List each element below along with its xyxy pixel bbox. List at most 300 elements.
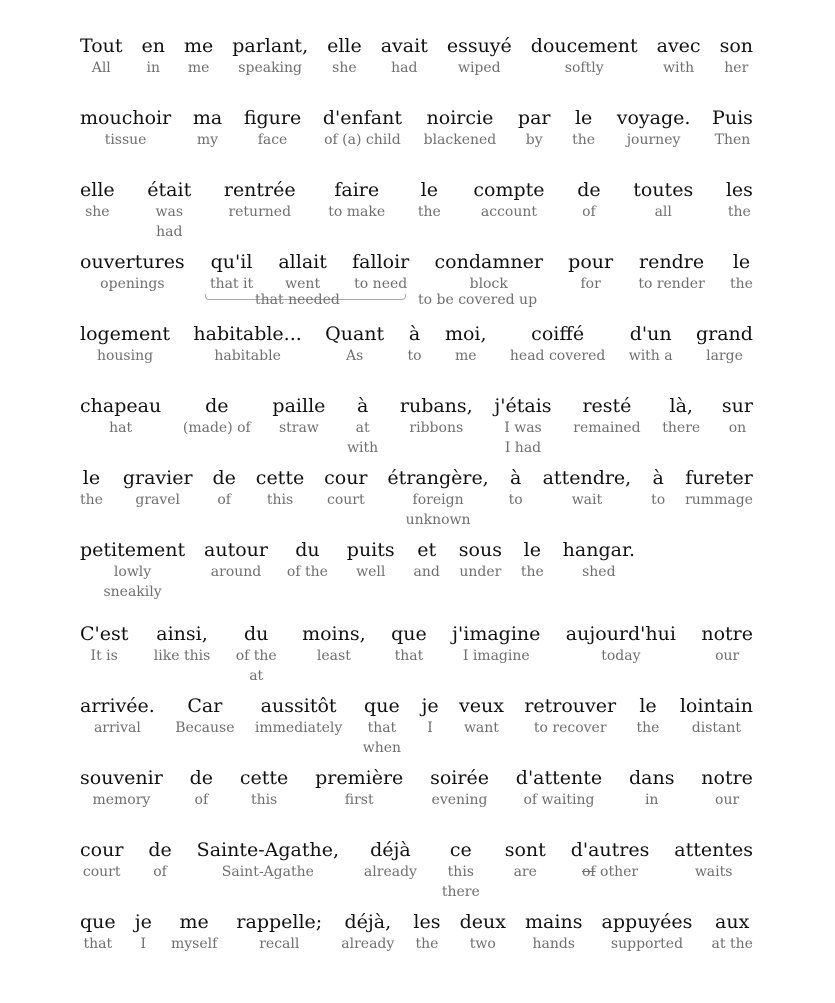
english-gloss: the bbox=[727, 204, 751, 220]
word-pair bbox=[563, 538, 635, 582]
word-pair bbox=[524, 694, 616, 738]
french-word: falloir bbox=[352, 251, 410, 273]
french-word: avec bbox=[656, 35, 701, 57]
french-word: rentrée bbox=[223, 179, 296, 201]
french-word: de bbox=[212, 467, 236, 489]
word-pair bbox=[617, 106, 691, 150]
word-pair bbox=[685, 466, 753, 510]
word-pair bbox=[364, 838, 417, 882]
french-word: sont bbox=[504, 839, 546, 861]
english-gloss: to recover bbox=[533, 720, 607, 736]
word-pair bbox=[525, 910, 582, 954]
word-pair bbox=[445, 322, 487, 366]
english-gloss bbox=[582, 862, 638, 882]
english-gloss: on bbox=[728, 420, 747, 436]
french-word: elle bbox=[80, 179, 115, 201]
word-pair bbox=[701, 622, 753, 666]
english-gloss: ribbons bbox=[409, 420, 464, 436]
french-word: je bbox=[134, 911, 152, 933]
french-word: toutes bbox=[633, 179, 694, 201]
word-pair bbox=[722, 394, 753, 438]
word-pair bbox=[232, 34, 308, 78]
french-word: cour bbox=[324, 467, 368, 489]
french-word: attentes bbox=[674, 839, 753, 861]
word-pair bbox=[80, 622, 128, 666]
french-word: première bbox=[315, 767, 404, 789]
word-pair bbox=[347, 394, 378, 458]
text-line bbox=[80, 466, 753, 530]
word-pair bbox=[521, 538, 544, 582]
english-gloss: immediately bbox=[254, 720, 343, 736]
english-gloss: I bbox=[427, 720, 433, 736]
text-line bbox=[80, 910, 753, 954]
english-gloss: that it bbox=[209, 276, 254, 292]
text-line bbox=[80, 694, 753, 758]
word-pair bbox=[278, 250, 327, 294]
french-word: le bbox=[523, 539, 541, 561]
english-gloss: two bbox=[469, 936, 496, 952]
word-pair bbox=[80, 322, 170, 366]
text-line bbox=[80, 838, 753, 902]
english-gloss: tissue bbox=[104, 132, 147, 148]
english-gloss: the bbox=[415, 936, 439, 952]
english-gloss: I imagine bbox=[462, 648, 530, 664]
english-gloss: well bbox=[356, 564, 386, 580]
english-gloss: there bbox=[662, 420, 701, 436]
english-gloss: foreign bbox=[412, 492, 464, 508]
word-pair bbox=[602, 910, 693, 954]
french-word: coiffé bbox=[531, 323, 585, 345]
word-pair bbox=[566, 622, 676, 666]
english-gloss: housing bbox=[96, 348, 154, 364]
french-word: allait bbox=[278, 251, 327, 273]
english-gloss: arrival bbox=[93, 720, 141, 736]
english-gloss: at the bbox=[711, 936, 753, 952]
english-gloss: rummage bbox=[685, 492, 753, 508]
english-gloss-alt: with bbox=[347, 440, 379, 456]
english-gloss: evening bbox=[431, 792, 488, 808]
word-pair bbox=[341, 910, 394, 954]
french-word: notre bbox=[701, 767, 753, 789]
french-word: ouvertures bbox=[80, 251, 185, 273]
english-gloss: by bbox=[525, 132, 543, 148]
french-word: cette bbox=[239, 767, 289, 789]
french-word: que bbox=[80, 911, 116, 933]
french-word: à bbox=[510, 467, 522, 489]
word-pair bbox=[577, 178, 600, 222]
word-pair bbox=[531, 34, 638, 78]
word-pair bbox=[135, 910, 152, 954]
french-word: en bbox=[141, 35, 165, 57]
french-word: resté bbox=[582, 395, 632, 417]
word-pair bbox=[80, 838, 123, 882]
english-gloss: my bbox=[196, 132, 219, 148]
word-pair bbox=[240, 766, 288, 810]
french-word: C'est bbox=[80, 623, 129, 645]
english-gloss-text: other bbox=[595, 864, 639, 880]
word-pair bbox=[680, 694, 753, 738]
french-word: rubans, bbox=[399, 395, 473, 417]
english-gloss: gravel bbox=[135, 492, 181, 508]
french-word: le bbox=[82, 467, 101, 489]
english-gloss: to bbox=[508, 492, 523, 508]
word-pair bbox=[123, 466, 193, 510]
word-pair bbox=[413, 910, 440, 954]
word-pair bbox=[629, 322, 673, 366]
word-pair bbox=[494, 394, 551, 458]
word-pair bbox=[148, 838, 171, 882]
english-gloss: to render bbox=[638, 276, 705, 292]
english-gloss-alt: unknown bbox=[405, 512, 471, 528]
word-pair bbox=[190, 766, 213, 810]
french-word: le bbox=[574, 107, 593, 129]
french-word: le bbox=[732, 251, 751, 273]
word-pair bbox=[447, 34, 512, 78]
english-gloss: under bbox=[459, 564, 502, 580]
french-word: grand bbox=[695, 323, 753, 345]
english-gloss: block bbox=[469, 276, 508, 292]
english-gloss: she bbox=[332, 60, 357, 76]
english-gloss: distant bbox=[691, 720, 742, 736]
french-word: ce bbox=[449, 839, 472, 861]
french-word: ainsi, bbox=[156, 623, 208, 645]
french-word: gravier bbox=[122, 467, 193, 489]
word-pair bbox=[408, 322, 422, 366]
word-pair bbox=[459, 694, 504, 738]
word-pair bbox=[633, 178, 693, 222]
french-word: petitement bbox=[80, 539, 186, 561]
word-pair bbox=[324, 466, 367, 510]
word-pair bbox=[442, 838, 480, 902]
english-gloss: this bbox=[250, 792, 278, 808]
french-word: parlant, bbox=[232, 35, 309, 57]
word-pair bbox=[80, 766, 163, 810]
french-word: sur bbox=[721, 395, 753, 417]
french-word: veux bbox=[458, 695, 504, 717]
english-gloss: our bbox=[715, 648, 740, 664]
french-word: les bbox=[725, 179, 753, 201]
french-word: le bbox=[420, 179, 438, 201]
french-word: habitable... bbox=[193, 323, 302, 345]
english-gloss: least bbox=[316, 648, 351, 664]
french-word: mouchoir bbox=[80, 107, 172, 129]
word-pair bbox=[572, 106, 595, 150]
english-gloss: that bbox=[394, 648, 424, 664]
english-gloss: this bbox=[266, 492, 294, 508]
text-line bbox=[80, 622, 753, 686]
english-gloss: the bbox=[80, 492, 103, 508]
french-word: lointain bbox=[679, 695, 753, 717]
word-pair bbox=[400, 394, 473, 438]
french-word: de bbox=[148, 839, 172, 861]
word-pair bbox=[571, 838, 650, 882]
word-pair bbox=[80, 394, 161, 438]
group-gloss: that needed bbox=[255, 292, 340, 308]
word-pair bbox=[352, 250, 409, 294]
english-gloss: to make bbox=[328, 204, 386, 220]
french-word: puits bbox=[346, 539, 395, 561]
word-pair bbox=[147, 178, 191, 242]
french-word: ma bbox=[192, 107, 223, 129]
english-gloss: the bbox=[636, 720, 660, 736]
french-word: je bbox=[421, 695, 439, 717]
english-gloss: the bbox=[572, 132, 596, 148]
word-pair bbox=[381, 34, 428, 78]
english-gloss: I bbox=[140, 936, 147, 952]
word-pair bbox=[460, 910, 506, 954]
word-pair bbox=[175, 694, 234, 738]
english-gloss: this bbox=[447, 864, 474, 880]
word-pair bbox=[328, 178, 385, 222]
word-pair bbox=[573, 394, 640, 438]
french-word: retrouver bbox=[524, 695, 617, 717]
english-gloss: head covered bbox=[509, 348, 606, 364]
word-pair bbox=[302, 622, 366, 666]
french-word: appuyées bbox=[601, 911, 693, 933]
english-gloss: Saint-Agathe bbox=[221, 864, 314, 880]
english-gloss: openings bbox=[100, 276, 165, 292]
french-word: souvenir bbox=[80, 767, 163, 789]
word-pair bbox=[347, 538, 395, 582]
english-gloss: (made) of bbox=[182, 420, 251, 436]
word-pair bbox=[80, 466, 103, 510]
english-gloss: As bbox=[346, 348, 364, 364]
french-word: noircie bbox=[426, 107, 494, 129]
word-pair bbox=[255, 694, 342, 738]
english-gloss: hat bbox=[109, 420, 133, 436]
english-gloss: account bbox=[480, 204, 538, 220]
french-word: Car bbox=[187, 695, 223, 717]
word-pair bbox=[315, 766, 403, 810]
french-word: Sainte-Agathe, bbox=[196, 839, 339, 861]
word-pair bbox=[80, 694, 155, 738]
english-gloss: Then bbox=[714, 132, 751, 148]
english-gloss: are bbox=[513, 864, 537, 880]
word-pair bbox=[80, 106, 171, 150]
word-pair bbox=[459, 538, 502, 582]
word-pair bbox=[363, 694, 401, 758]
word-pair bbox=[712, 106, 753, 150]
english-gloss: had bbox=[391, 60, 418, 76]
french-word: attendre, bbox=[542, 467, 632, 489]
english-gloss: was bbox=[155, 204, 184, 220]
french-word: Puis bbox=[712, 107, 753, 129]
french-word: là, bbox=[669, 395, 693, 417]
word-pair bbox=[637, 694, 660, 738]
english-gloss: journey bbox=[626, 132, 681, 148]
english-gloss: of bbox=[153, 864, 167, 880]
word-pair bbox=[154, 622, 210, 666]
word-pair bbox=[210, 250, 253, 294]
word-pair bbox=[516, 766, 602, 810]
english-gloss: blackened bbox=[423, 132, 497, 148]
french-word: autour bbox=[204, 539, 268, 561]
text-line bbox=[80, 34, 753, 78]
word-pair bbox=[80, 538, 185, 602]
word-pair bbox=[730, 250, 753, 294]
word-pair bbox=[674, 838, 753, 882]
english-gloss: speaking bbox=[238, 60, 303, 76]
french-word: chapeau bbox=[80, 395, 162, 417]
word-pair bbox=[430, 766, 489, 810]
word-pair bbox=[327, 34, 362, 78]
word-pair bbox=[236, 622, 277, 686]
word-pair bbox=[244, 106, 301, 150]
french-word: condamner bbox=[434, 251, 543, 273]
english-gloss: habitable bbox=[214, 348, 281, 364]
french-word: voyage. bbox=[616, 107, 691, 129]
word-pair bbox=[509, 466, 523, 510]
word-pair bbox=[80, 910, 116, 954]
word-pair bbox=[212, 466, 235, 510]
french-word: mains bbox=[525, 911, 583, 933]
french-word: de bbox=[189, 767, 214, 789]
french-word: deux bbox=[459, 911, 506, 933]
word-pair bbox=[414, 538, 440, 582]
text-line bbox=[80, 766, 753, 810]
word-pair bbox=[638, 250, 704, 294]
french-word: moins, bbox=[302, 623, 366, 645]
english-gloss: Because bbox=[175, 720, 235, 736]
english-gloss: memory bbox=[92, 792, 151, 808]
english-gloss: already bbox=[363, 864, 417, 880]
word-pair bbox=[193, 106, 222, 150]
french-word: arrivée. bbox=[80, 695, 155, 717]
english-gloss: around bbox=[210, 564, 262, 580]
english-gloss: face bbox=[257, 132, 288, 148]
english-gloss: already bbox=[341, 936, 395, 952]
english-gloss: of bbox=[582, 204, 596, 220]
french-word: rendre bbox=[639, 251, 705, 273]
word-pair bbox=[421, 694, 438, 738]
word-pair bbox=[424, 106, 497, 150]
word-pair bbox=[696, 322, 753, 366]
english-gloss: she bbox=[85, 204, 110, 220]
french-word: faire bbox=[334, 179, 380, 201]
english-gloss: in bbox=[644, 792, 659, 808]
english-gloss: the bbox=[417, 204, 441, 220]
word-pair bbox=[435, 250, 543, 294]
french-word: d'autres bbox=[570, 839, 650, 861]
english-gloss: for bbox=[580, 276, 601, 292]
french-word: Tout bbox=[80, 35, 123, 57]
french-word: cette bbox=[255, 467, 305, 489]
word-pair bbox=[391, 622, 427, 666]
french-word: sous bbox=[458, 539, 502, 561]
struck-gloss: of bbox=[581, 864, 596, 880]
french-word: dans bbox=[628, 767, 675, 789]
french-word: d'attente bbox=[515, 767, 603, 789]
english-gloss: large bbox=[706, 348, 743, 364]
english-gloss: shed bbox=[582, 564, 616, 580]
english-gloss: hands bbox=[532, 936, 575, 952]
english-gloss: at bbox=[355, 420, 370, 436]
english-gloss: supported bbox=[610, 936, 684, 952]
english-gloss: and bbox=[413, 564, 440, 580]
text-line bbox=[80, 322, 753, 366]
english-gloss: softly bbox=[564, 60, 604, 76]
text-line bbox=[80, 106, 753, 150]
word-pair bbox=[473, 178, 544, 222]
english-gloss: our bbox=[715, 792, 740, 808]
french-word: aux bbox=[715, 911, 750, 933]
french-word: essuyé bbox=[446, 35, 512, 57]
french-word: logement bbox=[80, 323, 171, 345]
word-pair bbox=[204, 538, 268, 582]
english-gloss: the bbox=[520, 564, 544, 580]
word-pair bbox=[272, 394, 325, 438]
word-pair bbox=[657, 34, 701, 78]
french-word: soirée bbox=[430, 767, 489, 789]
english-gloss: court bbox=[82, 864, 121, 880]
french-word: du bbox=[295, 539, 320, 561]
french-word: de bbox=[577, 179, 601, 201]
english-gloss: remained bbox=[573, 420, 641, 436]
french-word: à bbox=[408, 323, 421, 345]
word-pair bbox=[183, 394, 251, 438]
french-word: fureter bbox=[685, 467, 753, 489]
french-word: cour bbox=[80, 839, 124, 861]
french-word: aussitôt bbox=[260, 695, 337, 717]
word-pair bbox=[662, 394, 700, 438]
french-word: déjà, bbox=[344, 911, 392, 933]
word-pair bbox=[418, 178, 441, 222]
french-word: le bbox=[639, 695, 657, 717]
english-gloss: today bbox=[601, 648, 641, 664]
word-pair bbox=[568, 250, 613, 294]
word-pair bbox=[323, 106, 402, 150]
english-gloss: I was bbox=[504, 420, 542, 436]
english-gloss: myself bbox=[170, 936, 218, 952]
english-gloss: with a bbox=[628, 348, 673, 364]
english-gloss: me bbox=[187, 60, 210, 76]
word-pair bbox=[193, 322, 301, 366]
french-word: j'étais bbox=[494, 395, 552, 417]
english-gloss-alt: at bbox=[249, 668, 264, 684]
french-word: que bbox=[391, 623, 427, 645]
english-gloss: All bbox=[91, 60, 111, 76]
word-pair bbox=[325, 322, 384, 366]
english-gloss-alt: had bbox=[156, 224, 183, 240]
english-gloss: to bbox=[651, 492, 666, 508]
french-word: compte bbox=[473, 179, 545, 201]
french-word: les bbox=[413, 911, 441, 933]
french-word: figure bbox=[243, 107, 302, 129]
word-pair bbox=[142, 34, 165, 78]
word-pair bbox=[197, 838, 339, 882]
text-line bbox=[80, 538, 635, 602]
french-word: à bbox=[356, 395, 369, 417]
english-gloss: that bbox=[83, 936, 113, 952]
french-word: que bbox=[364, 695, 400, 717]
english-gloss: to bbox=[407, 348, 422, 364]
french-word: doucement bbox=[530, 35, 638, 57]
word-pair bbox=[184, 34, 213, 78]
word-pair bbox=[256, 466, 304, 510]
french-word: du bbox=[243, 623, 269, 645]
english-gloss: It is bbox=[90, 648, 118, 664]
english-gloss: first bbox=[344, 792, 374, 808]
english-gloss: returned bbox=[228, 204, 292, 220]
word-pair bbox=[518, 106, 551, 150]
english-gloss: like this bbox=[153, 648, 211, 664]
word-pair bbox=[80, 178, 115, 222]
word-pair bbox=[236, 910, 322, 954]
english-gloss: recall bbox=[259, 936, 300, 952]
english-gloss: waits bbox=[694, 864, 733, 880]
interlinear-text bbox=[80, 34, 753, 954]
french-word: me bbox=[183, 35, 214, 57]
